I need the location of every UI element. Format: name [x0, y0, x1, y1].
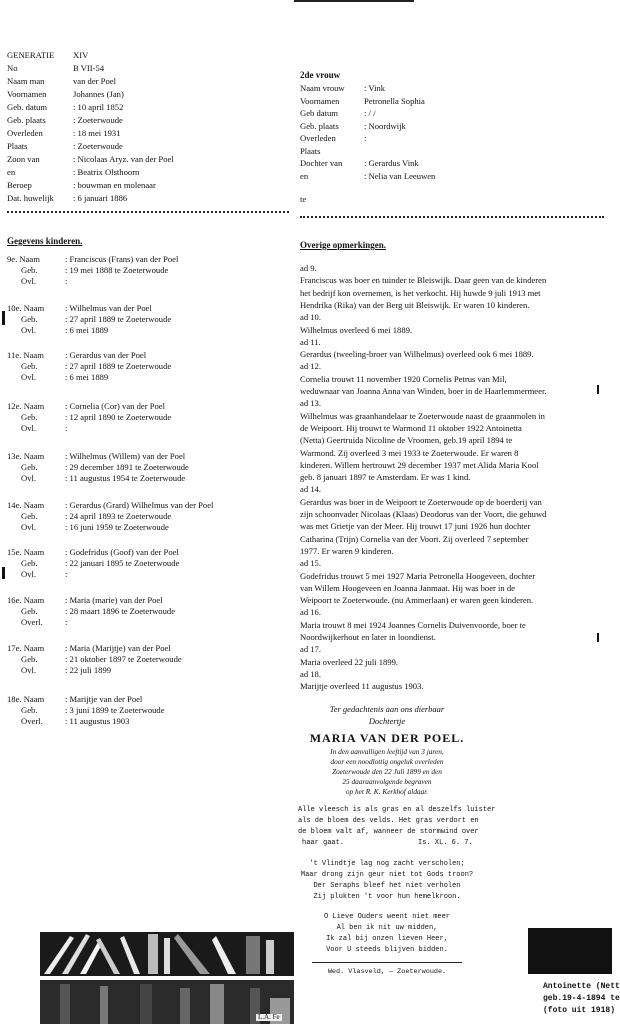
remark-heading: ad 15.: [300, 558, 322, 569]
wife-field-label: Voornamen: [300, 95, 340, 106]
child-field-value: :: [65, 617, 68, 627]
memorial-verse: O Lieve Ouders weent niet meer: [323, 913, 451, 921]
scan-top-edge: [0, 0, 612, 3]
husband-field-label: en: [7, 167, 16, 177]
husband-block: [7, 50, 287, 230]
remark-line: Maria trouwt 8 mei 1924 Joannes Cornelis Duivenvoorde, boer te: [300, 619, 526, 630]
husband-field-label: No: [7, 63, 18, 73]
child-field-value: : Godefridus (Goof) van der Poel: [65, 547, 179, 557]
wife-field-value: : Nelia van Leeuwen: [364, 170, 436, 181]
remark-line: Gerardus (tweeling-broer van Wilhelmus) overleed ook 6 mei 1889.: [300, 349, 534, 360]
child-field-label: Ovl.: [21, 372, 37, 382]
portrait-photo: [528, 928, 612, 974]
remark-line: Wilhelmus was graanhandelaar te Zoeterwoude naast de graanmolen in: [300, 410, 545, 421]
child-field-value: : 22 januari 1895 te Zoeterwoude: [65, 558, 180, 568]
husband-field-value: : Beatrix Olsthoorn: [73, 167, 140, 177]
husband-field-value: : Nicolaas Aryz. van der Poel: [73, 154, 174, 164]
husband-field-value: van der Poel: [73, 76, 116, 86]
child-field-value: : 16 juni 1959 te Zoeterwoude: [65, 522, 169, 532]
child-field-label: Overl.: [21, 716, 43, 726]
memorial-intro: Ter gedachtenis aan ons dierbaar: [329, 704, 445, 714]
child-field-value: :: [65, 569, 68, 579]
child-field-value: :: [65, 423, 68, 433]
child-field-label: Geb.: [21, 705, 38, 715]
margin-mark: [597, 633, 599, 642]
child-field-value: : 24 april 1893 te Zoeterwoude: [65, 511, 172, 521]
wife-field-label: Plaats: [300, 145, 321, 156]
wife-field-value: : Noordwijk: [364, 120, 406, 131]
memorial-rule: [312, 962, 462, 963]
margin-mark: [2, 567, 5, 579]
remark-line: Noordwijkerhout en later in loondienst.: [300, 632, 436, 642]
remark-line: geb. 8 januari 1897 te Amsterdam. Er was 1 kind.: [300, 472, 471, 483]
memorial-verse: Maar drong zijn geur niet tot Gods troon?: [300, 871, 474, 879]
husband-field-value: B VII-54: [73, 63, 105, 73]
husband-field-value: : Zoeterwoude: [73, 141, 123, 151]
divider-left: [7, 211, 289, 213]
remark-line: Maria overleed 22 juli 1899.: [300, 656, 399, 667]
remark-heading: ad 16.: [300, 607, 322, 618]
child-field-label: 17e. Naam: [7, 643, 45, 653]
memorial-daughter: Dochtertje: [368, 716, 406, 726]
child-entry: [7, 643, 287, 683]
child-field-label: 11e. Naam: [7, 350, 44, 360]
photo-scan-graphic: [40, 928, 294, 1024]
child-field-label: 13e. Naam: [7, 451, 45, 461]
wife-field-value: :: [364, 133, 367, 143]
child-field-label: Geb.: [21, 462, 38, 472]
remark-line: Franciscus was boer en tuinder te Bleiswijk. Daar geen van de kinderen: [300, 275, 547, 286]
remark-line: weduwnaar van Joanna Anna van Winden, boer in de Haarlemmermeer.: [300, 386, 547, 396]
husband-field-label: Naam man: [7, 76, 45, 86]
child-entry: [7, 350, 287, 390]
wife-field-label: en: [300, 170, 309, 181]
memorial-line: door een noodlottig ongeluk overleden: [330, 757, 444, 766]
child-field-value: : Cornelia (Cor) van der Poel: [65, 401, 165, 411]
photo-caption-line: geb.19-4-1894 te: [543, 994, 620, 1003]
remark-line: Hendrika (Rika) van der Berg uit Bleiswijk. Er waren 10 kinderen.: [300, 299, 530, 310]
child-field-value: : 28 maart 1896 te Zoeterwoude: [65, 606, 176, 616]
remark-line: 1977. Er waren 9 kinderen.: [300, 545, 394, 556]
family-photo: [40, 928, 294, 1024]
child-field-label: Geb.: [21, 606, 38, 616]
child-entry: [7, 595, 287, 635]
child-field-label: 16e. Naam: [7, 595, 45, 605]
remark-line: Marijtje overleed 11 augustus 1903.: [300, 681, 424, 692]
remark-line: Cornelia trouwt 11 november 1920 Cornelis Petrus van Mil,: [300, 373, 507, 384]
child-field-label: Ovl.: [21, 522, 37, 532]
child-entry: [7, 500, 287, 540]
husband-field-label: Plaats: [7, 141, 28, 151]
child-field-label: Ovl.: [21, 665, 37, 675]
child-field-value: : 22 juli 1899: [65, 665, 112, 675]
wife-field-label: Geb. plaats: [300, 120, 339, 131]
remark-heading: ad 17.: [300, 644, 322, 655]
memorial-verse: Ik zal bij onzen lieven Heer,: [326, 935, 448, 943]
child-field-label: Geb.: [21, 361, 38, 371]
child-field-label: Geb.: [21, 314, 38, 324]
memorial-verse: 't Vlindtje lag nog zacht verscholen;: [309, 860, 465, 868]
child-field-value: : Maria (Marijtje) van der Poel: [65, 643, 171, 653]
child-field-value: : 12 april 1890 te Zoeterwoude: [65, 412, 172, 422]
remark-line: Catharina (Trijn) Cornelia van der Voort. Zij overleed 7 september: [300, 533, 529, 544]
remark-line: het bedrijf kon overnemen, is het verkocht. Hij huwde 9 juli 1913 met: [300, 287, 541, 298]
child-field-label: Ovl.: [21, 276, 37, 286]
child-field-value: : 3 juni 1899 te Zoeterwoude: [65, 705, 165, 715]
remark-heading: ad 12.: [300, 361, 322, 372]
remark-line: van Willem Hoogeveen en Joanna Janmaat. Hij was boer in de: [300, 582, 515, 593]
memorial-line: op het R. K. Kerkhof aldaar.: [345, 787, 429, 796]
memorial-verse: Der Seraphs bleef het niet verholen: [313, 882, 461, 890]
remark-line: Wilhelmus overleed 6 mei 1889.: [300, 324, 413, 335]
child-entry: [7, 303, 287, 343]
wife-field-value: Petronella Sophia: [364, 95, 425, 106]
child-field-label: Overl.: [21, 617, 43, 627]
child-field-value: : 6 mei 1889: [65, 325, 109, 335]
remark-line: de Weipoort. Hij trouwt te Warmond 11 oktober 1922 Antoinetta: [300, 422, 522, 433]
remark-line: Godefridus trouwt 5 mei 1927 Maria Petronella Hoogeveen, dochter: [300, 570, 536, 581]
photo-caption: [543, 981, 620, 1017]
remark-line: was met Grietje van der Meer. Hij trouwt 17 juni 1926 hun dochter: [300, 521, 531, 532]
child-field-value: : Gerardus van der Poel: [65, 350, 147, 360]
husband-field-value: XIV: [73, 50, 89, 60]
memorial-line: Zoeterwoude den 22 Juli 1899 en den: [332, 767, 442, 776]
memorial-card: [298, 700, 496, 982]
husband-field-value: : bouwman en molenaar: [73, 180, 156, 190]
photo-caption-line: Antoinette (Nett: [543, 982, 620, 991]
remark-heading: ad 13.: [300, 398, 322, 409]
husband-field-label: Geb. plaats: [7, 115, 46, 125]
child-field-label: 9e. Naam: [7, 254, 40, 264]
memorial-verse: Al ben ik nit uw midden,: [336, 924, 438, 932]
remarks-text: [300, 263, 610, 693]
child-field-label: Ovl.: [21, 325, 37, 335]
child-field-label: 10e. Naam: [7, 303, 45, 313]
memorial-line: In den aanvalligen leeftijd van 3 jaren,: [330, 747, 444, 756]
child-field-label: 14e. Naam: [7, 500, 45, 510]
remark-line: Warmond. Zij overleed 3 mei 1933 te Zoeterwoude. Er waren 8: [300, 447, 519, 458]
wife-field-value: : / /: [364, 108, 376, 118]
memorial-psalm: de bloem valt af, wanneer de stormwind over: [298, 828, 479, 836]
husband-field-label: Overleden: [7, 128, 43, 138]
child-entry: [7, 401, 287, 441]
wife-block: [300, 70, 600, 210]
child-field-value: : 11 augustus 1903: [65, 716, 130, 726]
child-entry: [7, 451, 287, 491]
child-field-label: Geb.: [21, 511, 38, 521]
child-field-value: : 27 april 1889 te Zoeterwoude: [65, 314, 172, 324]
child-field-value: : 21 oktober 1897 te Zoeterwoude: [65, 654, 182, 664]
memorial-printer: Wed. Vlasveld, — Zoeterwoude.: [327, 968, 447, 976]
child-field-label: 18e. Naam: [7, 694, 45, 704]
child-field-label: Geb.: [21, 265, 38, 275]
wife-field-label: Geb datum: [300, 108, 338, 118]
margin-mark: [2, 311, 5, 325]
remark-heading: ad 11.: [300, 336, 321, 347]
wife-te: te: [300, 194, 307, 204]
remark-line: Weipoort te Zoeterwoude. (nu Ammerlaan) er waren geen kinderen.: [300, 595, 534, 606]
child-field-value: : Wilhelmus (Willem) van der Poel: [65, 451, 186, 461]
husband-field-value: : Zoeterwoude: [73, 115, 123, 125]
child-entry: [7, 547, 287, 587]
remark-heading: ad 14.: [300, 484, 322, 495]
photo-credit: L.A. Fe: [258, 1013, 280, 1021]
memorial-psalm: Alle vleesch is als gras en al deszelfs luister: [298, 806, 496, 814]
child-entry: [7, 694, 287, 734]
child-field-value: : Maria (marie) van der Poel: [65, 595, 163, 605]
child-field-value: :: [65, 276, 68, 286]
child-field-value: : 29 december 1891 te Zoeterwoude: [65, 462, 189, 472]
remark-line: Gerardus was boer in de Weipoort te Zoeterwoude op de boerderij van: [300, 496, 542, 507]
child-entry: [7, 254, 287, 294]
children-header: Gegevens kinderen.: [7, 236, 83, 246]
husband-field-value: : 10 april 1852: [73, 102, 124, 112]
husband-field-value: Johannes (Jan): [73, 89, 124, 99]
child-field-value: : Franciscus (Frans) van der Poel: [65, 254, 179, 264]
child-field-label: Geb.: [21, 654, 38, 664]
husband-field-label: Zoon van: [7, 154, 40, 164]
remarks-header: Overige opmerkingen.: [300, 240, 386, 250]
child-field-value: : 27 april 1889 te Zoeterwoude: [65, 361, 172, 371]
wife-title: 2de vrouw: [300, 70, 341, 80]
wife-field-value: : Vink: [364, 83, 386, 93]
child-field-value: : 6 mei 1889: [65, 372, 109, 382]
wife-field-label: Overleden: [300, 133, 336, 143]
child-field-label: Ovl.: [21, 423, 37, 433]
child-field-label: 12e. Naam: [7, 401, 45, 411]
wife-field-label: Dochter van: [300, 158, 343, 168]
memorial-reference: Is. XL. 6. 7.: [418, 839, 473, 847]
child-field-value: : Gerardus (Grard) Wilhelmus van der Poel: [65, 500, 214, 510]
remark-line: (Netta) Geertruida Nicoline de Vroomen, geb.19 april 1894 te: [300, 435, 513, 446]
photo-caption-line: (foto uit 1918): [543, 1006, 616, 1015]
margin-mark: [597, 385, 599, 394]
children-list: [7, 254, 287, 744]
husband-field-label: Geb. datum: [7, 102, 48, 112]
wife-field-label: Naam vrouw: [300, 83, 345, 93]
memorial-psalm: als de bloem des velds. Het gras verdort en: [298, 817, 479, 825]
memorial-psalm: haar gaat.: [302, 839, 345, 847]
remark-heading: ad 10.: [300, 312, 322, 323]
remark-heading: ad 9.: [300, 263, 317, 273]
husband-field-label: Voornamen: [7, 89, 47, 99]
memorial-line: 25 daaraanvolgende begraven: [342, 777, 432, 786]
husband-field-label: Beroep: [7, 180, 32, 190]
divider-right: [300, 216, 604, 218]
child-field-label: 15e. Naam: [7, 547, 45, 557]
husband-field-value: : 6 januari 1886: [73, 193, 128, 203]
memorial-verse: Zij plukten 't voor hun hemelkroon.: [313, 893, 461, 901]
child-field-value: : 19 mei 1888 te Zoeterwoude: [65, 265, 169, 275]
husband-field-label: Dat. huwelijk: [7, 193, 54, 203]
wife-field-value: : Gerardus Vink: [364, 158, 419, 168]
remark-heading: ad 18.: [300, 668, 322, 679]
child-field-value: : 11 augustus 1954 te Zoeterwoude: [65, 473, 186, 483]
child-field-label: Geb.: [21, 412, 38, 422]
child-field-label: Ovl.: [21, 473, 37, 483]
remark-line: kinderen. Willem hertrouwt 29 december 1937 met Alida Maria Kool: [300, 459, 539, 470]
remark-line: zijn schoonvader Nicolaas (Klaas) Deodorus van der Voort, die gehuwd: [300, 509, 547, 519]
husband-field-value: : 18 mei 1931: [73, 128, 121, 138]
child-field-value: : Marijtje van der Poel: [65, 694, 143, 704]
memorial-name: MARIA VAN DER POEL.: [309, 731, 465, 745]
memorial-verse: Voor U steeds blijven bidden.: [326, 946, 448, 954]
child-field-label: Geb.: [21, 558, 38, 568]
child-field-value: : Wilhelmus van der Poel: [65, 303, 152, 313]
husband-field-label: GENERATIE: [7, 50, 55, 60]
child-field-label: Ovl.: [21, 569, 37, 579]
